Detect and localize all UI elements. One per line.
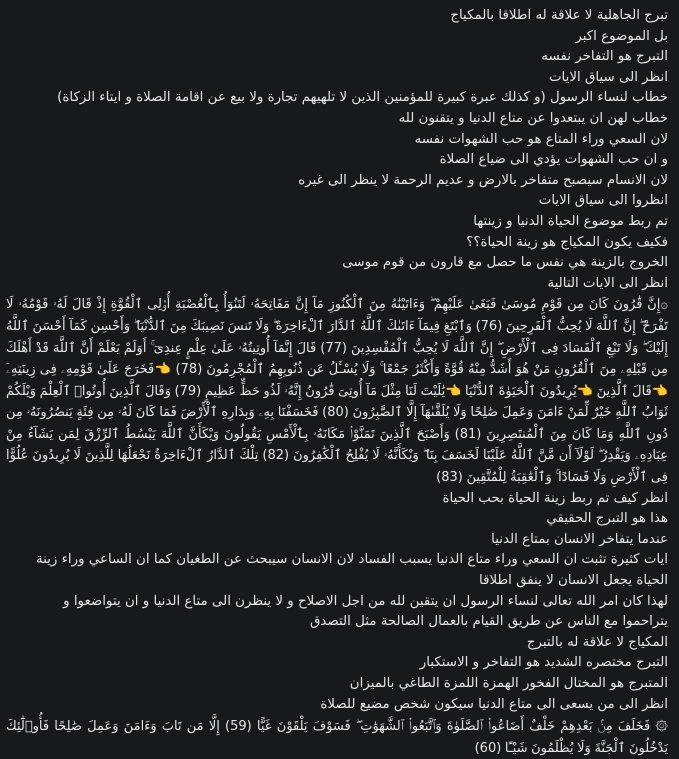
post-line: انظر كيف تم ربط زينة الحياة بحب الحياة [442, 490, 668, 506]
post-line: انظر الى من يسعى الى متاع الدنيا سيكون شخص مضيع للصلاة [320, 696, 668, 712]
post-line: لهذا كان امر الله تعالى لنساء الرسول ان يتقين لله من اجل الاصلاح و لا ينظرن الى متاع الدنيا و ان يتواضعوا و [63, 593, 668, 609]
quran-passage-maryam: ۞ فَخَلَفَ مِنۢ بَعْدِهِمْ خَلْفٌ أَضَاعُوا۟ ٱلصَّلَوٰةَ وَٱتَّبَعُوا۟ ٱلشَّهَوَٰتِ ۖ فَسَوْفَ يَلْقَوْنَ غَيًّا (59) إِلَّا مَن تَابَ وَءَامَنَ وَعَمِلَ صَٰلِحًا فَأُو۟لَٰٓئِكَ يَدْخُلُونَ ٱلْجَنَّةَ وَلَا يُظْلَمُونَ شَيْـًٔا (60) [6, 719, 668, 756]
post-line: ايات كثيرة تثبت ان السعي وراء متاع الدنيا يسبب الفساد لان الانسان سيبحث عن الطغيان كما ان الساعي وراء زينة [35, 552, 668, 568]
post-line: لان الانسام سيصبح متفاخر بالارض و عديم الرحمة لا ينظر الى غيره [298, 172, 668, 188]
post-line: تبرج الجاهلية لا علاقة له اطلاقا بالمكياج [450, 8, 668, 23]
post-line: بل الموضوع اكبر [575, 28, 668, 44]
post-line: المتبرج هو المختال الفخور الهمزة اللمزة الطاغي بالميزان [349, 676, 668, 691]
post-line: انظر الى الايات التالية [547, 275, 668, 291]
post-line: خطاب لهن ان يبتعدوا عن متاع الدنيا و يتقنون لله [398, 110, 668, 126]
post-line: انظروا الى سياق الايات [538, 193, 668, 209]
post-line: المكياج لا علاقة له بالتبرج [526, 634, 668, 650]
post-line: لان السعي وراء المتاع هو حب الشهوات نفسه [414, 131, 668, 147]
post-line: هذا هو التبرج الحقيقي [546, 511, 668, 527]
post-line: تم ربط موضوع الحياة الدنيا و زينتها [473, 213, 668, 229]
post-line: و ان حب الشهوات يؤدي الى ضياع الصلاة [439, 152, 668, 168]
post-line: التبرج مختصره الشديد هو التفاخر و الاستكبار [419, 655, 668, 671]
post-line: فكيف يكون المكياج هو زينة الحياة؟؟ [466, 234, 668, 250]
post-line: التبرج هو التفاخر نفسه [541, 49, 668, 65]
post-line: عندما يتفاخر الانسان بمتاع الدنيا [491, 531, 668, 547]
post-line: الحياة يجعل الانسان لا ينفق اطلاقا [479, 573, 668, 589]
post-line: يتراحموا مع الناس عن طريق القيام بالعمال الصالحة مثل التصدق [309, 614, 668, 630]
post-line: خطاب لنساء الرسول (و كذلك عبرة كبيرة للمؤمنين الذين لا تلهيهم تجارة ولا بيع عن اقامة الصلاة و ايتاء الزكاة) [57, 90, 668, 106]
post-line: الخروج بالزينة هي نفس ما حصل مع قارون من قوم موسى [342, 255, 668, 271]
post-line: انظر الى سياق الايات [548, 69, 668, 85]
quran-passage-qasas: ۞إِنَّ قَٰرُونَ كَانَ مِن قَوْمِ مُوسَىٰ فَبَغَىٰ عَلَيْهِمْ ۖ وَءَاتَيْنَٰهُ مِنَ ٱلْكُنُوزِ مَآ إِنَّ مَفَاتِحَهُۥ لَتَنُوٓأُ بِٱلْعُصْبَةِ أُو۟لِى ٱلْقُوَّةِ إِذْ قَالَ لَهُۥ قَوْمُهُۥ لَا تَفْرَحْ ۖ إِنَّ ٱللَّهَ لَا يُحِبُّ ٱلْفَرِحِينَ (76) وَٱبْتَغِ فِيمَآ ءَاتَىٰكَ ٱللَّهُ ٱلدَّارَ ٱلْءَاخِرَةَ ۖ وَلَا تَنسَ نَصِيبَكَ مِنَ ٱلدُّنْيَا ۖ وَأَحْسِن كَمَآ أَحْسَنَ ٱللَّهُ إِلَيْكَ ۖ وَلَا تَبْغِ ٱلْفَسَادَ فِى ٱلْأَرْضِ ۖ إِنَّ ٱللَّهَ لَا يُحِبُّ ٱلْمُفْسِدِينَ (77) قَالَ إِنَّمَآ أُوتِيتُهُۥ عَلَىٰ عِلْمٍ عِندِىٓ ۚ أَوَلَمْ يَعْلَمْ أَنَّ ٱللَّهَ قَدْ أَهْلَكَ مِن قَبْلِهِۦ مِنَ ٱلْقُرُونِ مَنْ هُوَ أَشَدُّ مِنْهُ قُوَّةً وَأَكْثَرُ جَمْعًا ۚ وَلَا يُسْـَٔلُ عَن ذُنُوبِهِمُ ٱلْمُجْرِمُونَ (78) 👈فَخَرَجَ عَلَىٰ قَوْمِهِۦ فِى زِينَتِهِۦٓ 👈قَالَ ٱلَّذِينَ 👈يُرِيدُونَ ٱلْحَيَوٰةَ ٱلدُّنْيَا 👈يَٰلَيْتَ لَنَا مِثْلَ مَآ أُوتِىَ قَٰرُونُ إِنَّهُۥ لَذُو حَظٍّ عَظِيمٍ (79) وَقَالَ ٱلَّذِينَ أُوتُوا۟ ٱلْعِلْمَ وَيْلَكُمْ ثَوَابُ ٱللَّهِ خَيْرٌ لِّمَنْ ءَامَنَ وَعَمِلَ صَٰلِحًا وَلَا يُلَقَّىٰهَآ إِلَّا ٱلصَّٰبِرُونَ (80) فَخَسَفْنَا بِهِۦ وَبِدَارِهِ ٱلْأَرْضَ فَمَا كَانَ لَهُۥ مِن فِئَةٍ يَنصُرُونَهُۥ مِن دُونِ ٱللَّهِ وَمَا كَانَ مِنَ ٱلْمُنتَصِرِينَ (81) وَأَصْبَحَ ٱلَّذِينَ تَمَنَّوْا۟ مَكَانَهُۥ بِٱلْأَمْسِ يَقُولُونَ وَيْكَأَنَّ ٱللَّهَ يَبْسُطُ ٱلرِّزْقَ لِمَن يَشَآءُ مِنْ عِبَادِهِۦ وَيَقْدِرُ ۖ لَوْلَآ أَن مَّنَّ ٱللَّهُ عَلَيْنَا لَخَسَفَ بِنَا ۖ وَيْكَأَنَّهُۥ لَا يُفْلِحُ ٱلْكَٰفِرُونَ (82) تِلْكَ ٱلدَّارُ ٱلْءَاخِرَةُ نَجْعَلُهَا لِلَّذِينَ لَا يُرِيدُونَ عُلُوًّا فِى ٱلْأَرْضِ وَلَا فَسَادًا ۚ وَٱلْعَٰقِبَةُ لِلْمُتَّقِينَ (83) [6, 297, 669, 486]
